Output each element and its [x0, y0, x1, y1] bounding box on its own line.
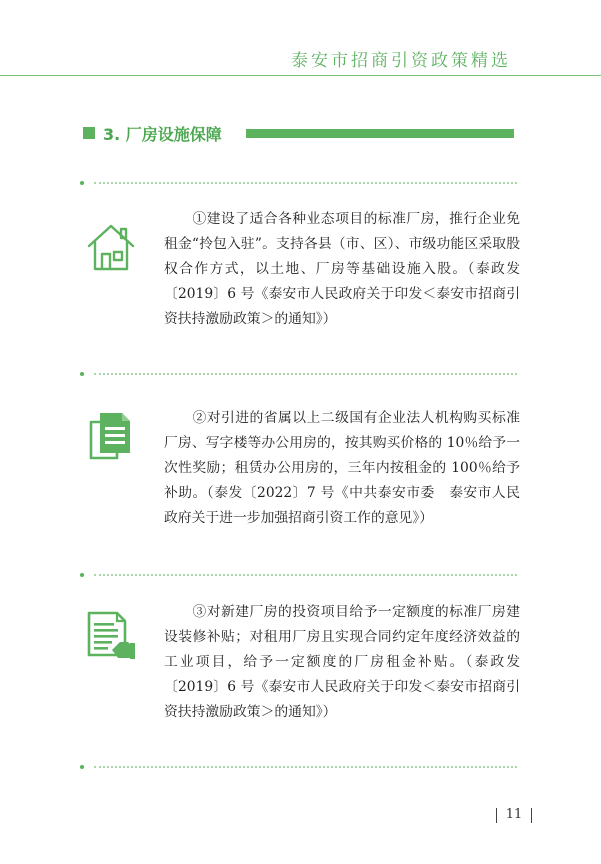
dotted-separator: [80, 573, 517, 577]
dotted-separator: [80, 181, 517, 185]
paragraph-item-1: ①建设了适合各种业态项目的标准厂房，推行企业免租金“拎包入驻”。支持各县（市、区）、市级功能区采取股权合作方式，以土地、厂房等基础设施入股。（泰政发〔2019〕6 号《泰安市人民政府关于印发＜泰安市招商引资扶持激励政策＞的通知》）: [164, 211, 520, 327]
dotted-separator: [80, 765, 517, 769]
page-header-title: 泰安市招商引资政策精选: [291, 51, 511, 71]
paragraph-item-3: ③对新建厂房的投资项目给予一定额度的标准厂房建设装修补贴；对租用厂房且实现合同约定年度经济效益的工业项目，给予一定额度的厂房租金补贴。（泰政发〔2019〕6 号《泰安市人民政府关于印发＜泰安市招商引资扶持激励政策＞的通知》）: [164, 604, 520, 720]
section-title: 3. 厂房设施保障: [103, 125, 222, 144]
section-heading: [83, 123, 514, 143]
document-hand-icon: [86, 610, 136, 660]
page-number: [496, 807, 532, 822]
header-divider: [0, 75, 601, 76]
paragraph-item-2: ②对引进的省属以上二级国有企业法人机构购买标准厂房、写字楼等办公用房的，按其购买价格的 10％给予一次性奖励；租赁办公用房的，三年内按租金的 100％给予补助。（泰发〔2022〕7 号《中共泰安市委 泰安市人民政府关于进一步加强招商引资工作的意见》）: [164, 410, 520, 526]
page-number-value: 11: [505, 807, 523, 822]
heading-square-marker: [83, 127, 95, 139]
dotted-separator: [80, 372, 517, 376]
house-icon: [86, 222, 136, 272]
document-stack-icon: [86, 410, 136, 460]
heading-bar: [246, 129, 514, 138]
